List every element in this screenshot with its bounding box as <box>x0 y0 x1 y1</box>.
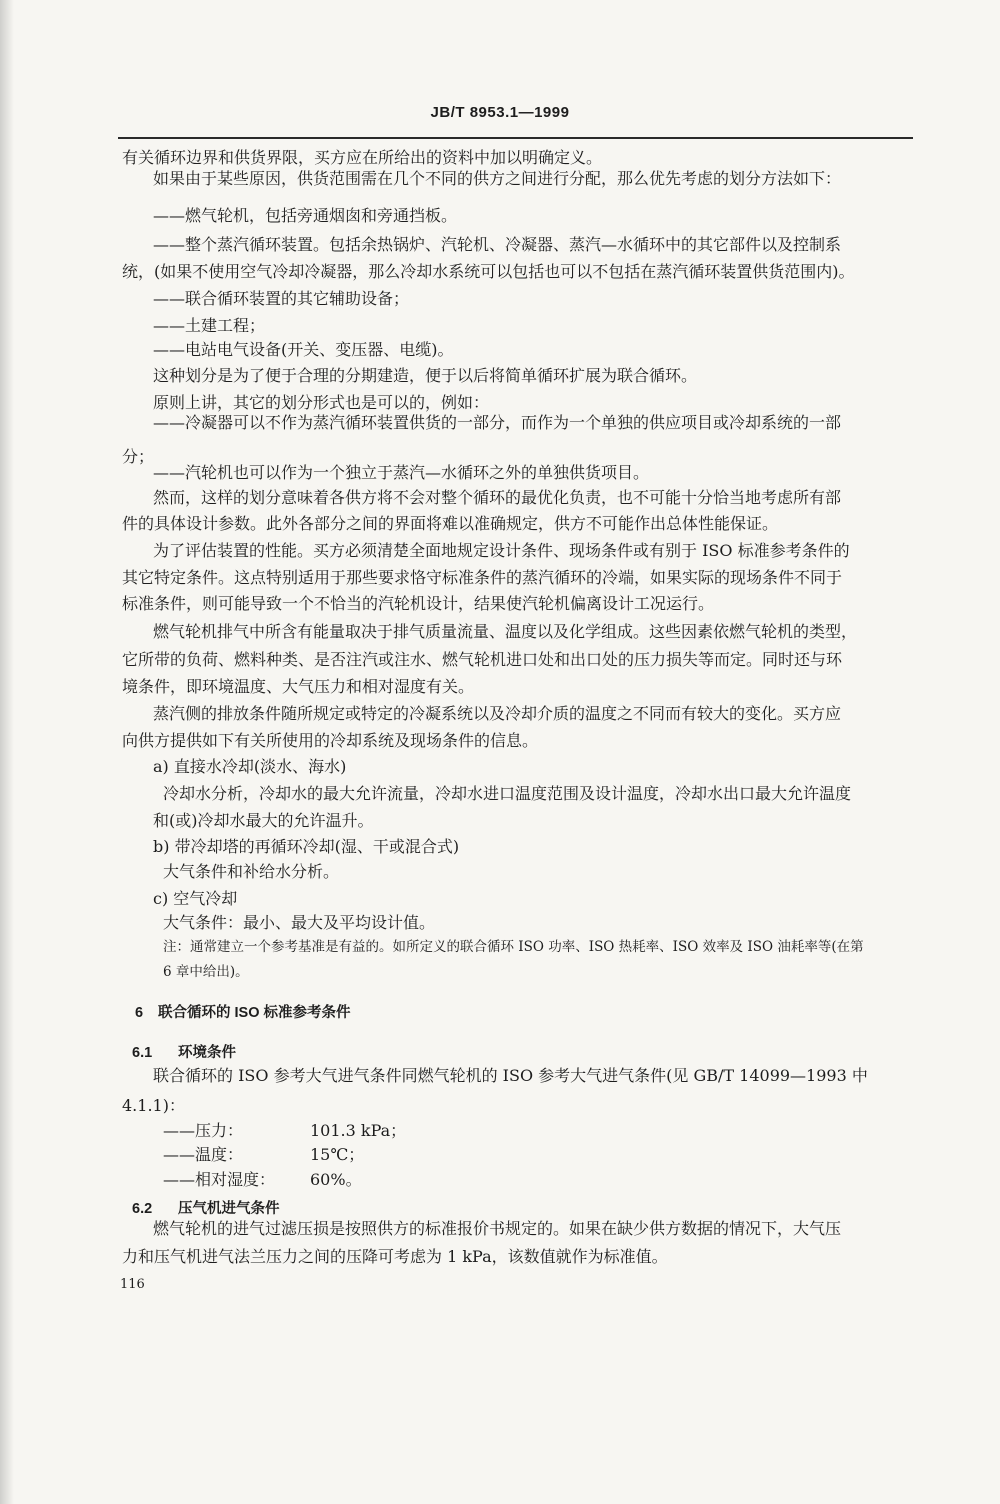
note-line: 6 章中给出)。 <box>163 964 249 980</box>
text-line: ——整个蒸汽循环装置。包括余热锅炉、汽轮机、冷凝器、蒸汽—水循环中的其它部件以及控制系 <box>153 235 842 254</box>
text-line: 大气条件和补给水分析。 <box>163 862 340 881</box>
text-line: 燃气轮机排气中所含有能量取决于排气质量流量、温度以及化学组成。这些因素依燃气轮机的类型， <box>153 622 858 641</box>
text-line: 境条件，即环境温度、大气压力和相对湿度有关。 <box>122 677 475 696</box>
scan-edge <box>0 0 14 1504</box>
text-line: 统，(如果不使用空气冷却冷凝器，那么冷却水系统可以包括也可以不包括在蒸汽循环装置供货范围内)。 <box>122 262 855 281</box>
text-line: 冷却水分析，冷却水的最大允许流量，冷却水进口温度范围及设计温度，冷却水出口最大允许温度 <box>163 784 852 803</box>
text-line: 然而，这样的划分意味着各供方将不会对整个循环的最优化负责，也不可能十分恰当地考虑所有部 <box>153 488 842 507</box>
text-line: 燃气轮机的进气过滤压损是按照供方的标准报价书规定的。如果在缺少供方数据的情况下，大气压 <box>153 1219 842 1238</box>
text-line: ——电站电气设备(开关、变压器、电缆)。 <box>153 340 454 359</box>
condition-label: ——温度： <box>163 1145 244 1164</box>
text-line: ——汽轮机也可以作为一个独立于蒸汽—水循环之外的单独供货项目。 <box>153 463 650 482</box>
text-line: 如果由于某些原因，供货范围需在几个不同的供方之间进行分配，那么优先考虑的划分方法如下： <box>153 169 842 188</box>
text-line: 原则上讲，其它的划分形式也是可以的，例如： <box>153 393 490 412</box>
text-line: 标准条件，则可能导致一个不恰当的汽轮机设计，结果使汽轮机偏离设计工况运行。 <box>122 594 715 613</box>
text-line: 有关循环边界和供货界限，买方应在所给出的资料中加以明确定义。 <box>122 148 603 167</box>
text-line: 为了评估装置的性能。买方必须清楚全面地规定设计条件、现场条件或有别于 ISO 标准参考条件的 <box>153 541 850 560</box>
text-line: ——冷凝器可以不作为蒸汽循环装置供货的一部分，而作为一个单独的供应项目或冷却系统的一部 <box>153 413 842 432</box>
condition-value: 101.3 kPa； <box>310 1121 407 1140</box>
text-line: 力和压气机进气法兰压力之间的压降可考虑为 1 kPa，该数值就作为标准值。 <box>122 1247 668 1266</box>
page-header: JB/T 8953.1—1999 <box>430 104 570 121</box>
condition-label: ——相对湿度： <box>163 1170 276 1189</box>
condition-label: ——压力： <box>163 1121 244 1140</box>
section-title: 联合循环的 ISO 标准参考条件 <box>158 1005 351 1021</box>
text-line: 蒸汽侧的排放条件随所规定或特定的冷凝系统以及冷却介质的温度之不同而有较大的变化。买方应 <box>153 704 842 723</box>
text-line: 大气条件：最小、最大及平均设计值。 <box>163 913 436 932</box>
text-line: 向供方提供如下有关所使用的冷却系统及现场条件的信息。 <box>122 731 539 750</box>
text-line: ——联合循环装置的其它辅助设备； <box>153 289 410 308</box>
text-line: c) 空气冷却 <box>153 889 238 908</box>
subsection-number: 6.1 <box>132 1045 153 1061</box>
text-line: ——燃气轮机，包括旁通烟囱和旁通挡板。 <box>153 206 458 225</box>
text-line: 和(或)冷却水最大的允许温升。 <box>153 811 374 830</box>
subsection-title: 环境条件 <box>178 1045 236 1061</box>
text-line: 它所带的负荷、燃料种类、是否注汽或注水、燃气轮机进口处和出口处的压力损失等而定。同时还与环 <box>122 650 843 669</box>
text-line: 这种划分是为了便于合理的分期建造，便于以后将简单循环扩展为联合循环。 <box>153 366 698 385</box>
note-line: 注：通常建立一个参考基准是有益的。如所定义的联合循环 ISO 功率、ISO 热耗率、ISO 效率及 ISO 油耗率等(在第 <box>163 939 864 955</box>
text-line: 件的具体设计参数。此外各部分之间的界面将难以准确规定，供方不可能作出总体性能保证。 <box>122 514 779 533</box>
text-line: b) 带冷却塔的再循环冷却(湿、干或混合式) <box>153 837 460 856</box>
text-line: ——土建工程； <box>153 316 266 335</box>
header-rule <box>118 137 913 139</box>
text-line: a) 直接水冷却(淡水、海水) <box>153 757 347 776</box>
condition-value: 15℃； <box>310 1145 365 1164</box>
condition-value: 60%。 <box>310 1170 362 1189</box>
page-number: 116 <box>120 1277 145 1292</box>
text-line: 联合循环的 ISO 参考大气进气条件同燃气轮机的 ISO 参考大气进气条件(见 GB/T 14099—1993 中 <box>153 1066 868 1085</box>
text-line: 分； <box>122 447 155 466</box>
subsection-number: 6.2 <box>132 1201 153 1217</box>
section-number: 6 <box>135 1005 144 1021</box>
text-line: 4.1.1)： <box>122 1096 185 1115</box>
subsection-title: 压气机进气条件 <box>178 1201 280 1217</box>
text-line: 其它特定条件。这点特别适用于那些要求恪守标准条件的蒸汽循环的冷端，如果实际的现场条件不同于 <box>122 568 843 587</box>
